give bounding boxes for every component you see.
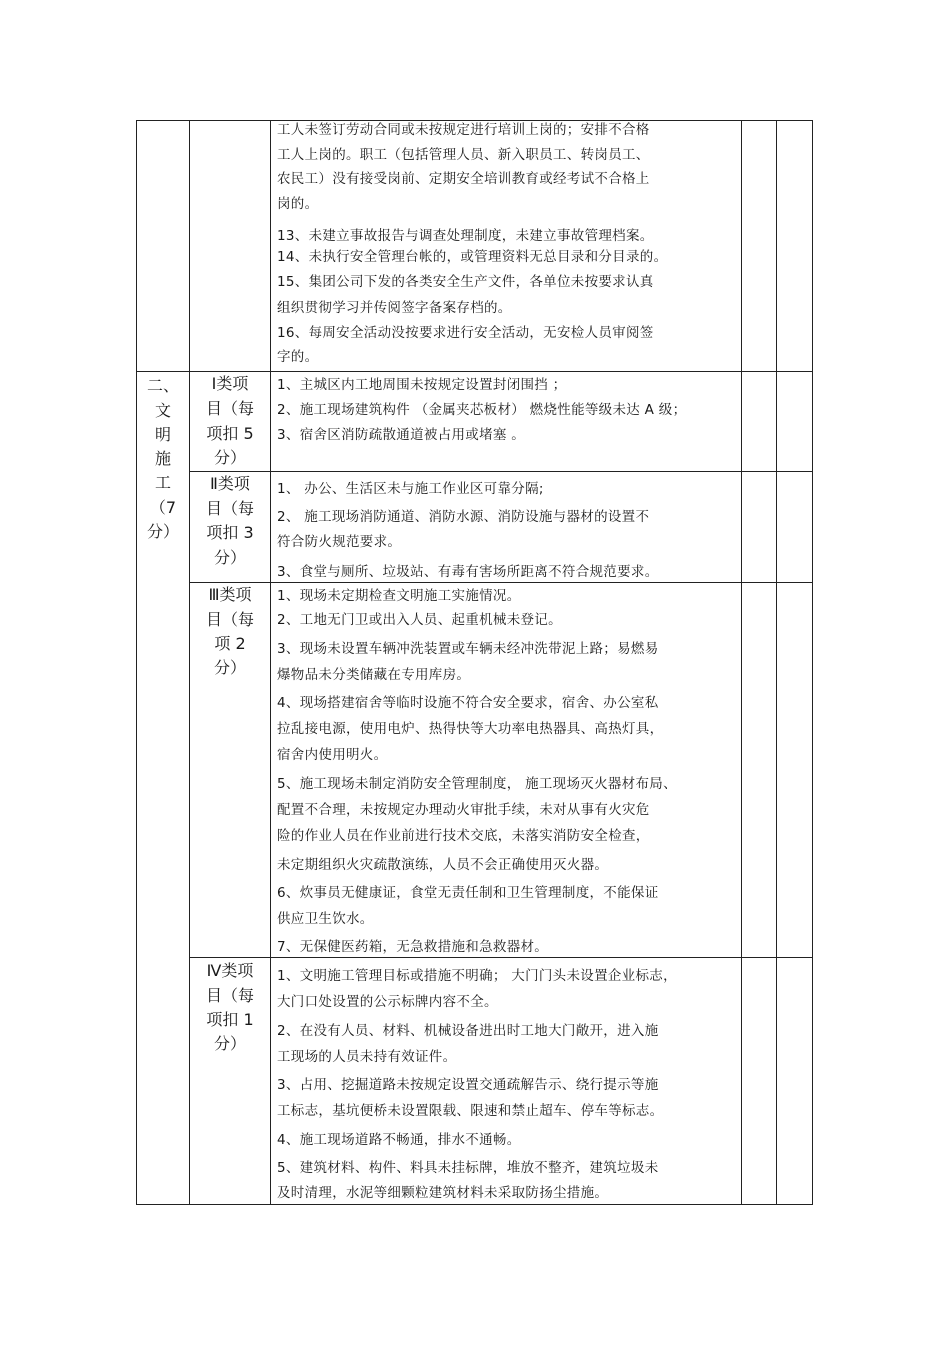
text-line: 工现场的人员未持有效证件。 — [277, 1049, 457, 1065]
text-line: 14、未执行安全管理台帐的，或管理资料无总目录和分目录的。 — [277, 249, 668, 265]
section-title-line: 分） — [146, 522, 179, 541]
text-line: 及时清理，水泥等细颗粒建筑材料未采取防扬尘措施。 — [277, 1185, 609, 1201]
col-divider-3 — [741, 120, 742, 1205]
text-line: 组织贯彻学习并传阅签字备案存档的。 — [277, 300, 512, 316]
category-label-line: 分） — [213, 548, 246, 567]
category-label-line: 目（每 — [205, 399, 254, 418]
category-label-line: Ⅲ类项 — [208, 585, 252, 604]
category-label-line: 分） — [213, 1034, 246, 1053]
text-line: 3、食堂与厕所、垃圾站、有毒有害场所距离不符合规范要求。 — [277, 564, 659, 580]
text-line: 1、文明施工管理目标或措施不明确； 大门门头未设置企业标志， — [277, 968, 677, 984]
text-line: 工标志，基坑便桥未设置限载、限速和禁止超车、停车等标志。 — [277, 1103, 664, 1119]
text-line: 5、施工现场未制定消防安全管理制度， 施工现场灭火器材布局、 — [277, 776, 677, 792]
category-label-line: 目（每 — [205, 986, 254, 1005]
text-line: 4、施工现场道路不畅通，排水不通畅。 — [277, 1132, 521, 1148]
text-line: 配置不合理，未按规定办理动火审批手续，未对从事有火灾危 — [277, 802, 650, 818]
text-line: 7、无保健医药箱，无急救措施和急救器材。 — [277, 939, 549, 955]
category-label-line: 目（每 — [205, 499, 254, 518]
text-line: 3、占用、挖掘道路未按规定设置交通疏解告示、绕行提示等施 — [277, 1077, 659, 1093]
text-line: 2、 施工现场消防通道、消防水源、消防设施与器材的设置不 — [277, 509, 650, 525]
text-line: 2、工地无门卫或出入人员、起重机械未登记。 — [277, 612, 562, 628]
category-label-line: 项扣 3 — [206, 523, 254, 542]
row-divider-cat2 — [189, 471, 813, 472]
category-label-line: 分） — [213, 658, 246, 677]
section-title-line: 明 — [154, 425, 171, 444]
text-line: 15、集团公司下发的各类安全生产文件，各单位未按要求认真 — [277, 274, 654, 290]
text-line: 工人未签订劳动合同或未按规定进行培训上岗的；安排不合格 — [277, 122, 650, 138]
text-line: 符合防火规范要求。 — [277, 534, 402, 550]
text-line: 工人上岗的。职工（包括管理人员、新入职员工、转岗员工、 — [277, 147, 650, 163]
category-label-line: 项 2 — [214, 634, 246, 653]
row-divider-cat3 — [189, 582, 813, 583]
category-label-line: Ⅰ类项 — [211, 374, 249, 393]
section-title-line: 施 — [154, 449, 171, 468]
text-line: 3、现场未设置车辆冲洗装置或车辆未经冲洗带泥上路；易燃易 — [277, 641, 659, 657]
section-title-line: 工 — [154, 473, 171, 492]
text-line: 16、每周安全活动没按要求进行安全活动，无安检人员审阅签 — [277, 325, 654, 341]
text-line: 未定期组织火灾疏散演练，人员不会正确使用灭火器。 — [277, 857, 609, 873]
text-line: 宿舍内使用明火。 — [277, 747, 388, 763]
text-line: 1、主城区内工地周围未按规定设置封闭围挡 ； — [277, 377, 567, 393]
text-line: 3、宿舍区消防疏散通道被占用或堵塞 。 — [277, 427, 526, 443]
col-divider-4 — [776, 120, 777, 1205]
text-line: 爆物品未分类储藏在专用库房。 — [277, 667, 471, 683]
text-line: 1、现场未定期检查文明施工实施情况。 — [277, 588, 521, 604]
text-line: 岗的。 — [277, 196, 319, 212]
text-line: 大门口处设置的公示标牌内容不全。 — [277, 994, 498, 1010]
row-divider-section — [136, 371, 813, 372]
text-line: 6、炊事员无健康证，食堂无责任制和卫生管理制度，不能保证 — [277, 885, 659, 901]
category-label-line: Ⅱ类项 — [210, 474, 250, 493]
col-divider-2 — [270, 120, 271, 1205]
text-line: 险的作业人员在作业前进行技术交底，未落实消防安全检查， — [277, 828, 650, 844]
text-line: 2、在没有人员、材料、机械设备进出时工地大门敞开，进入施 — [277, 1023, 659, 1039]
text-line: 13、未建立事故报告与调查处理制度，未建立事故管理档案。 — [277, 228, 654, 244]
text-line: 拉乱接电源，使用电炉、热得快等大功率电热器具、高热灯具， — [277, 721, 664, 737]
row-divider-cat4 — [189, 957, 813, 958]
text-line: 5、建筑材料、构件、料具未挂标牌，堆放不整齐，建筑垃圾未 — [277, 1160, 659, 1176]
section-title-line: 二、 — [146, 376, 179, 395]
text-line: 4、现场搭建宿舍等临时设施不符合安全要求，宿舍、办公室私 — [277, 695, 659, 711]
category-label-line: 目（每 — [205, 610, 254, 629]
text-line: 供应卫生饮水。 — [277, 911, 374, 927]
section-title-line: （7 — [149, 498, 177, 517]
category-label-line: 项扣 5 — [206, 424, 254, 443]
text-line: 农民工）没有接受岗前、定期安全培训教育或经考试不合格上 — [277, 171, 650, 187]
text-line: 2、施工现场建筑构件 （金属夹芯板材） 燃烧性能等级未达 A 级； — [277, 402, 687, 418]
text-line: 1、 办公、生活区未与施工作业区可靠分隔; — [277, 481, 544, 497]
category-label-line: Ⅳ类项 — [206, 961, 254, 980]
category-label-line: 项扣 1 — [206, 1010, 254, 1029]
section-title-line: 文 — [154, 401, 171, 420]
text-line: 字的。 — [277, 349, 319, 365]
category-label-line: 分） — [213, 448, 246, 467]
